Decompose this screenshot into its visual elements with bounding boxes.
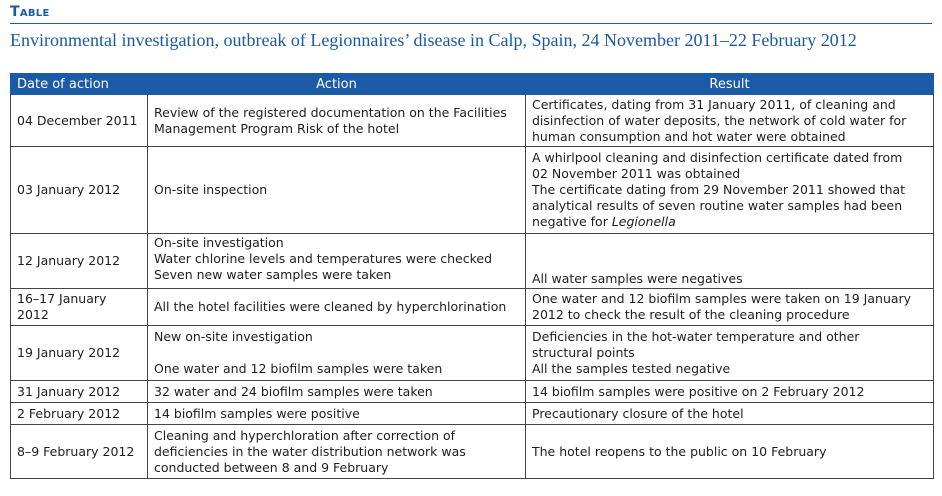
date-cell: 8–9 February 2012 (11, 425, 148, 479)
date-cell: 31 January 2012 (11, 381, 148, 403)
result-line: human consumption and hot water were obtained (532, 128, 846, 144)
result-line (532, 214, 927, 230)
result-cell (526, 95, 934, 147)
result-cell (526, 147, 934, 234)
table-row (11, 95, 934, 147)
result-cell (526, 425, 934, 479)
result-line: disinfection of water deposits, the network of cold water for (532, 112, 907, 128)
result-line: All the samples tested negative (532, 361, 731, 376)
action-line: On-site inspection (154, 182, 268, 197)
organism-name: Legionella (611, 214, 676, 229)
result-line: The hotel reopens to the public on 10 February (532, 443, 827, 459)
table-row (11, 147, 934, 234)
date-cell: 16–17 January 2012 (11, 289, 148, 326)
action-line: Water chlorine levels and temperatures were checked (154, 251, 493, 266)
date-cell: 19 January 2012 (11, 326, 148, 381)
action-line: One water and 12 biofilm samples were taken (154, 361, 443, 376)
action-line: conducted between 8 and 9 February (154, 459, 389, 475)
date-cell: 04 December 2011 (11, 95, 148, 147)
action-line: 32 water and 24 biofilm samples were taken (154, 383, 433, 399)
action-cell (148, 403, 526, 425)
result-cell (526, 381, 934, 403)
action-line: Cleaning and hyperchloration after correction of (154, 427, 456, 443)
result-text: negative for (532, 214, 612, 229)
table-row (11, 326, 934, 381)
action-cell (148, 234, 526, 289)
table-row (11, 425, 934, 479)
result-line: 02 November 2011 was obtained (532, 166, 741, 181)
result-line: One water and 12 biofilm samples were taken on 19 January (532, 291, 912, 306)
action-line: Seven new water samples were taken (154, 267, 392, 282)
result-line: The certificate dating from 29 November 2011 showed that (532, 182, 906, 197)
line-gap (154, 345, 519, 361)
result-cell (526, 403, 934, 425)
action-cell (148, 95, 526, 147)
action-line: On-site investigation (154, 235, 284, 250)
action-line: All the hotel facilities were cleaned by hyperchlorination (154, 299, 507, 314)
result-line: A whirlpool cleaning and disinfection certificate dated from (532, 150, 903, 165)
table-title: Environmental investigation, outbreak of Legionnaires’ disease in Calp, Spain, 24 November 2011–22 February 2012 (10, 30, 857, 50)
result-line: Precautionary closure of the hotel (532, 405, 744, 421)
table-header-row (11, 74, 934, 95)
result-line: All water samples were negatives (532, 271, 743, 286)
date-cell: 03 January 2012 (11, 147, 148, 234)
result-line: Certificates, dating from 31 January 2011, of cleaning and (532, 96, 896, 112)
action-line: New on-site investigation (154, 329, 313, 344)
table-row (11, 381, 934, 403)
result-line: analytical results of seven routine water samples had been (532, 198, 903, 213)
action-cell (148, 425, 526, 479)
table-label: Table (10, 4, 50, 20)
date-cell: 12 January 2012 (11, 234, 148, 289)
result-line: Deficiencies in the hot-water temperature and other (532, 329, 860, 344)
result-cell (526, 234, 934, 289)
column-header-date: Date of action (11, 74, 148, 95)
result-line: 14 biofilm samples were positive on 2 February 2012 (532, 383, 865, 399)
table-row (11, 289, 934, 326)
result-line: 2012 to check the result of the cleaning procedure (532, 307, 850, 322)
result-cell (526, 289, 934, 326)
action-cell (148, 326, 526, 381)
action-cell (148, 147, 526, 234)
action-line: Management Program Risk of the hotel (154, 120, 400, 136)
column-header-result: Result (526, 74, 934, 95)
header-rule (10, 23, 932, 24)
action-cell (148, 289, 526, 326)
action-line: Review of the registered documentation on the Facilities (154, 104, 507, 120)
action-cell (148, 381, 526, 403)
action-line: 14 biofilm samples were positive (154, 405, 360, 421)
column-header-action: Action (148, 74, 526, 95)
result-line: structural points (532, 345, 635, 360)
action-line: deficiencies in the water distribution network was (154, 443, 466, 459)
date-cell: 2 February 2012 (11, 403, 148, 425)
table-row (11, 403, 934, 425)
table-row (11, 234, 934, 289)
investigation-table (10, 73, 934, 479)
result-cell (526, 326, 934, 381)
